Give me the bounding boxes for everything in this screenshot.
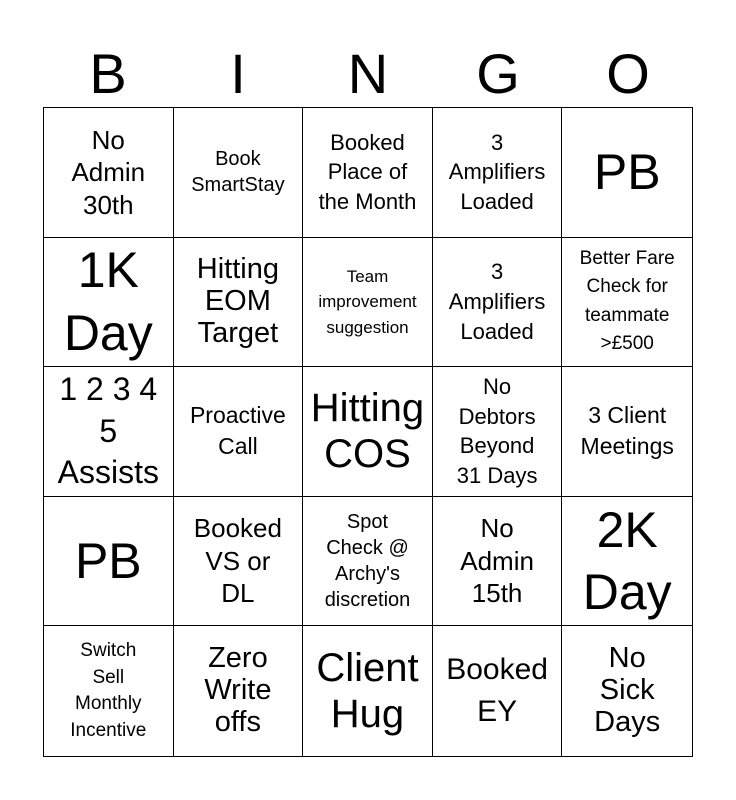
- cell-label: Hitting EOM Target: [196, 253, 279, 349]
- bingo-cell-r1c4[interactable]: [433, 108, 563, 238]
- cell-label: Zero Write offs: [204, 642, 272, 739]
- bingo-cell-r1c3[interactable]: [303, 108, 433, 238]
- cell-label: Book SmartStay: [191, 148, 285, 197]
- cell-label: Booked VS or DL: [193, 513, 282, 609]
- header-letter-g: G: [476, 42, 520, 105]
- bingo-cell-r3c2[interactable]: [174, 367, 304, 497]
- bingo-cell-r5c4[interactable]: [433, 626, 563, 756]
- header-letter-n: N: [347, 42, 389, 105]
- bingo-cell-r1c5[interactable]: [562, 108, 692, 238]
- header-letter-i: I: [230, 42, 246, 105]
- bingo-cell-r1c1[interactable]: [44, 108, 174, 238]
- cell-label: 3 Amplifiers Loaded: [448, 259, 546, 344]
- bingo-board: [43, 107, 693, 757]
- header-letter-b: B: [89, 42, 127, 105]
- cell-label: 3 Amplifiers Loaded: [448, 129, 546, 215]
- bingo-cell-r3c4[interactable]: [433, 367, 563, 497]
- cell-label: No Debtors Beyond 31 Days: [456, 374, 538, 489]
- bingo-cell-r4c2[interactable]: [174, 497, 304, 627]
- bingo-cell-r5c5[interactable]: [562, 626, 692, 756]
- cell-label: Hitting COS: [310, 386, 425, 477]
- bingo-cell-r2c3[interactable]: [303, 238, 433, 368]
- cell-label: Proactive Call: [189, 401, 286, 460]
- bingo-cell-r3c5[interactable]: [562, 367, 692, 497]
- cell-label: No Admin 15th: [460, 513, 534, 609]
- bingo-cell-r5c1[interactable]: [44, 626, 174, 756]
- cell-label: Booked EY: [446, 653, 548, 729]
- bingo-cell-r4c3[interactable]: [303, 497, 433, 627]
- cell-label: Switch Sell Monthly Incentive: [70, 640, 147, 741]
- cell-label: 1 2 3 4 5 Assists: [57, 371, 159, 491]
- bingo-cell-r1c2[interactable]: [174, 108, 304, 238]
- cell-label: Client Hug: [316, 646, 419, 737]
- cell-label: 2K Day: [582, 501, 672, 621]
- bingo-cell-r2c4[interactable]: [433, 238, 563, 368]
- bingo-cell-r2c2[interactable]: [174, 238, 304, 368]
- cell-label: Spot Check @ Archy's discretion: [324, 511, 411, 612]
- bingo-header: [43, 40, 693, 108]
- bingo-cell-r5c3[interactable]: [303, 626, 433, 756]
- bingo-cell-r5c2[interactable]: [174, 626, 304, 756]
- bingo-cell-r2c5[interactable]: [562, 238, 692, 368]
- cell-label: PB: [593, 144, 661, 201]
- bingo-cell-r4c5[interactable]: [562, 497, 692, 627]
- cell-label: No Sick Days: [594, 642, 661, 739]
- bingo-cell-r3c3[interactable]: [303, 367, 433, 497]
- cell-label: Team improvement suggestion: [318, 266, 417, 337]
- cell-label: Booked Place of the Month: [318, 129, 417, 215]
- cell-label: 3 Client Meetings: [580, 401, 674, 460]
- cell-label: No Admin 30th: [71, 124, 146, 220]
- cell-label: PB: [74, 532, 142, 589]
- bingo-cell-r4c1[interactable]: [44, 497, 174, 627]
- bingo-cell-r3c1[interactable]: [44, 367, 174, 497]
- bingo-cell-r4c4[interactable]: [433, 497, 563, 627]
- bingo-cell-r2c1[interactable]: [44, 238, 174, 368]
- header-letter-o: O: [606, 42, 650, 105]
- cell-label: 1K Day: [63, 242, 153, 361]
- cell-label: Better Fare Check for teammate >£500: [579, 247, 675, 355]
